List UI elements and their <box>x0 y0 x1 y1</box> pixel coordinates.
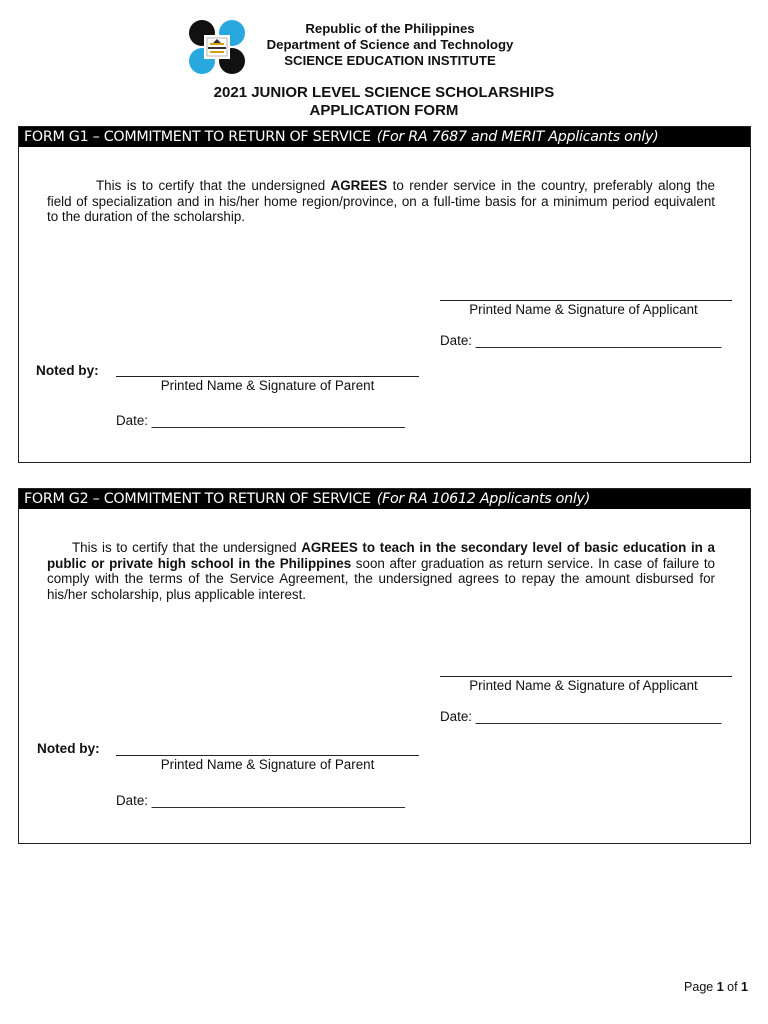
form-g2-scope: (For RA 10612 Applicants only) <box>376 491 590 507</box>
form-g1-applicant-date: Date: _________________________________ <box>440 333 722 348</box>
header-line-republic: Republic of the Philippines <box>305 21 475 36</box>
form-g1-certification-text: This is to certify that the undersigned AGREES to render service in the country, preferably along the field of specialization and in his/her home region/province, on a full-time basis for a minimum period equivalent to the duration of the scholarship. <box>47 178 715 224</box>
agrees-to-teach-emphasis: AGREES to teach in the secondary level of basic education in a public or private high school in the Philippines <box>47 540 715 571</box>
form-g2-applicant-caption: Printed Name & Signature of Applicant <box>469 678 698 693</box>
form-g1-noted-by-label: Noted by: <box>36 363 99 378</box>
form-g1-applicant-signature-line <box>440 300 732 301</box>
form-g2-noted-by-label: Noted by: <box>37 741 100 756</box>
form-g1-scope: (For RA 7687 and MERIT Applicants only) <box>376 129 659 145</box>
form-g1-parent-signature-line <box>116 376 419 377</box>
form-g1-parent-caption: Printed Name & Signature of Parent <box>160 378 375 393</box>
form-g2-parent-signature-line <box>116 755 419 756</box>
title-line-1: 2021 JUNIOR LEVEL SCIENCE SCHOLARSHIPS <box>213 84 555 101</box>
title-line-2: APPLICATION FORM <box>309 102 459 119</box>
form-g2-applicant-date: Date: _________________________________ <box>440 709 722 724</box>
form-g2-header <box>19 489 750 509</box>
form-g2-title: FORM G2 – COMMITMENT TO RETURN OF SERVICE <box>24 491 371 507</box>
header-line-institute: SCIENCE EDUCATION INSTITUTE <box>284 53 496 68</box>
page-number: Page 1 of 1 <box>684 980 748 994</box>
document-title <box>0 84 768 120</box>
form-g1-parent-date: Date: __________________________________ <box>116 413 405 428</box>
form-g1-applicant-caption: Printed Name & Signature of Applicant <box>469 302 698 317</box>
agrees-emphasis: AGREES <box>330 178 388 193</box>
agency-header <box>240 21 540 69</box>
header-line-department: Department of Science and Technology <box>266 37 514 52</box>
form-g2-certification-text: This is to certify that the undersigned AGREES to teach in the secondary level of basic education in a public or private high school in the Philippines soon after graduation as return service. In case of failure to comply with the terms of the Service Agreement, the undersigned agrees to repay the amount disbursed for his/her scholarship, plus applicable interest. <box>47 540 715 602</box>
form-g2-parent-caption: Printed Name & Signature of Parent <box>160 757 375 772</box>
form-g2-applicant-signature-line <box>440 676 732 677</box>
form-g1-title: FORM G1 – COMMITMENT TO RETURN OF SERVICE <box>24 129 371 145</box>
form-g1-header <box>19 127 750 147</box>
dost-logo-icon <box>188 19 246 75</box>
form-g2-parent-date: Date: __________________________________ <box>116 793 405 808</box>
